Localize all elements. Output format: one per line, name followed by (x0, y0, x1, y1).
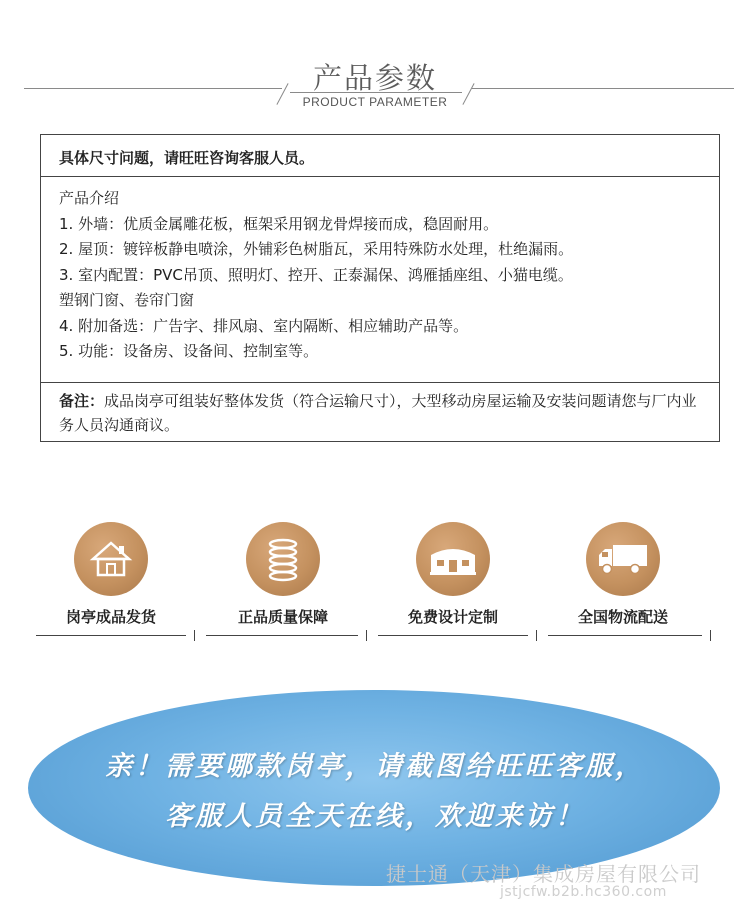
remark-label: 备注： (59, 392, 105, 410)
banner-line-2: 客服人员全天在线，欢迎来访！ (165, 801, 585, 832)
size-inquiry-note: 具体尺寸问题，请旺旺咨询客服人员。 (41, 135, 719, 177)
truck-icon (586, 522, 660, 596)
intro-line: 塑钢门窗、卷帘门窗 (59, 291, 195, 309)
intro-line: 4. 附加备选：广告字、排风扇、室内隔断、相应辅助产品等。 (59, 316, 469, 335)
remark-text: 成品岗亭可组装好整体发货（符合运输尺寸），大型移动房屋运输及安装问题请您与厂内业务人员沟通商议。 (59, 392, 697, 434)
spring-coil-icon (246, 522, 320, 596)
feature-underline (378, 635, 528, 636)
feature-logistics (548, 522, 698, 627)
feature-quality (208, 522, 358, 627)
feature-divider-tick (536, 630, 537, 641)
product-intro (41, 177, 719, 383)
remark (41, 383, 719, 441)
spec-table (40, 134, 720, 442)
feature-underline (548, 635, 702, 636)
feature-label: 岗亭成品发货 (65, 608, 156, 626)
intro-line: 5. 功能：设备房、设备间、控制室等。 (59, 342, 319, 360)
feature-design (378, 522, 528, 627)
feature-shipping (36, 522, 186, 627)
intro-line: 1. 外墙：优质金属雕花板，框架采用钢龙骨焊接而成，稳固耐用。 (59, 214, 499, 233)
intro-line: 2. 屋顶：镀锌板静电喷涂，外铺彩色树脂瓦，采用特殊防水处理，杜绝漏雨。 (59, 240, 574, 258)
section-subtitle: PRODUCT PARAMETER (302, 95, 448, 109)
banner-line-1: 亲！需要哪款岗亭，请截图给旺旺客服， (105, 751, 645, 782)
watermark-url: jstjcfw.b2b.hc360.com (500, 884, 667, 900)
feature-label: 正品质量保障 (237, 608, 328, 626)
feature-label: 免费设计定制 (407, 608, 498, 626)
contact-banner (28, 690, 720, 886)
feature-divider-tick (710, 630, 711, 641)
warehouse-icon (416, 522, 490, 596)
product-intro-title: 产品介绍 (59, 189, 120, 207)
watermark-company: 捷士通（天津）集成房屋有限公司 (386, 862, 701, 886)
intro-line: 3. 室内配置：PVC吊顶、照明灯、控开、正泰漏保、鸿雁插座组、小猫电缆。 (59, 265, 573, 284)
house-icon (74, 522, 148, 596)
feature-underline (36, 635, 186, 636)
feature-divider-tick (366, 630, 367, 641)
feature-label: 全国物流配送 (577, 608, 668, 626)
feature-underline (206, 635, 358, 636)
section-title: 产品参数 (312, 61, 437, 95)
feature-divider-tick (194, 630, 195, 641)
